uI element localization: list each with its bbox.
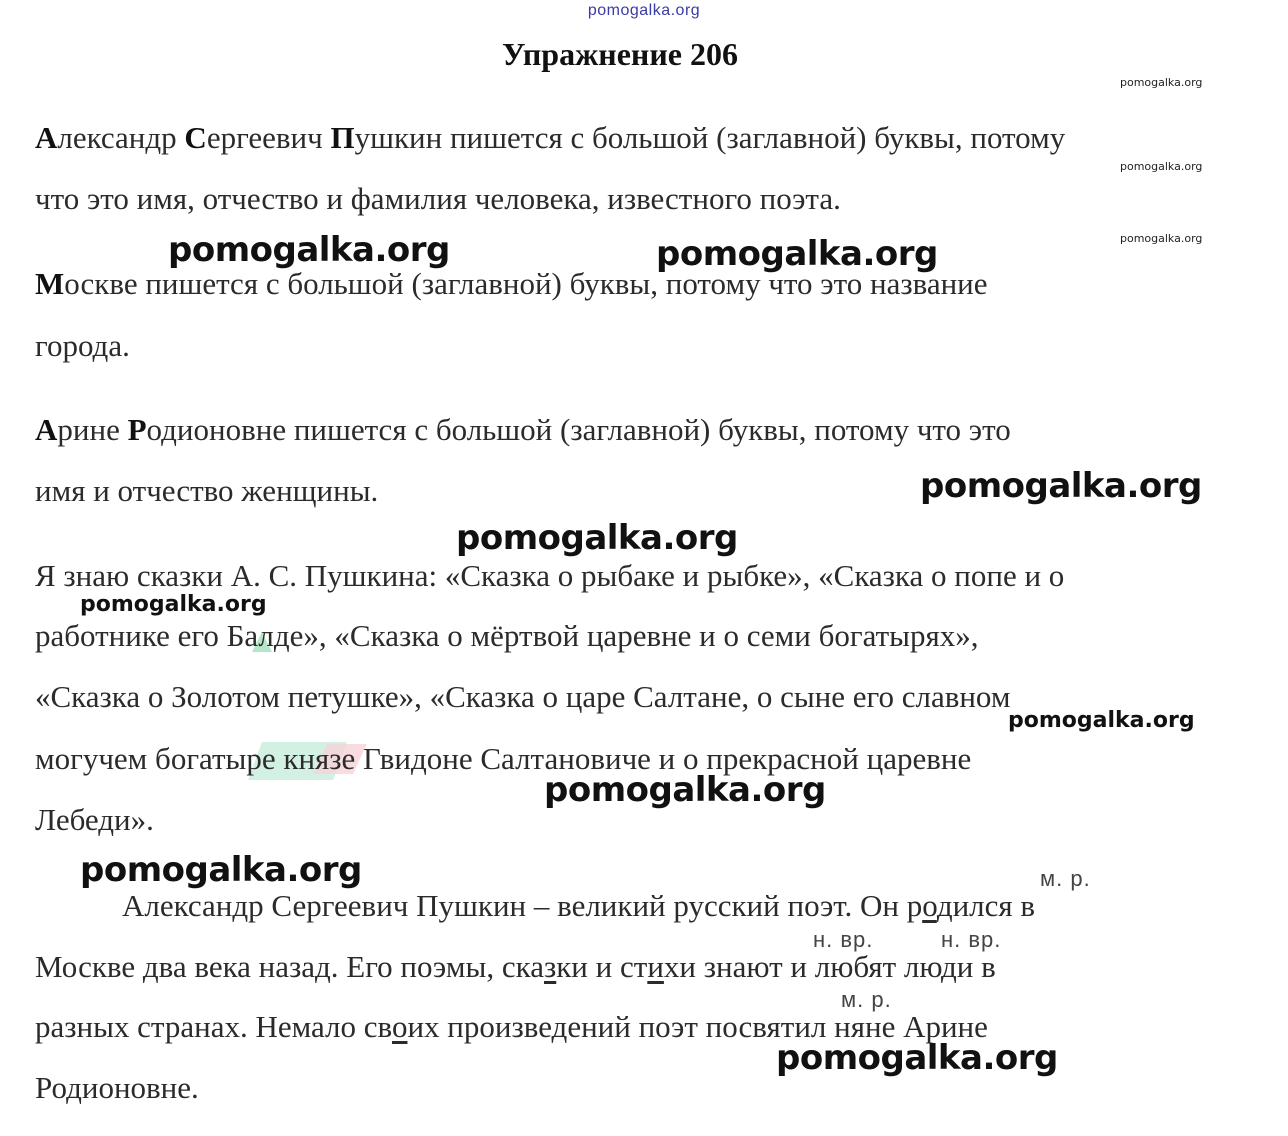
underlined-letter: и bbox=[647, 949, 664, 984]
paragraph-4-line-1: Я знаю сказки А. С. Пушкина: «Сказка о рыбаке и рыбке», «Сказка о попе и о bbox=[35, 558, 1065, 593]
capital-letter: М bbox=[35, 266, 65, 301]
underlined-letter: о bbox=[391, 1009, 408, 1044]
paragraph-5-line-4: Родионовне. bbox=[35, 1070, 199, 1105]
watermark: pomogalka.org bbox=[80, 592, 267, 617]
text: оскве пишется с большой (заглавной) буквы, потому что это название bbox=[64, 266, 988, 301]
grammar-annotation: н. вр. bbox=[813, 927, 874, 952]
page-title: Упражнение 206 bbox=[501, 36, 738, 72]
paragraph-1-line-1 bbox=[35, 120, 1065, 156]
text: их произведений поэт посвятил няне Арине bbox=[407, 1009, 988, 1044]
text: лександр bbox=[57, 120, 185, 155]
grammar-annotation: м. р. bbox=[1040, 866, 1091, 891]
capital-letter: А bbox=[35, 120, 58, 155]
capital-letter: П bbox=[330, 120, 355, 155]
capital-letter: Р bbox=[127, 412, 147, 447]
watermark: pomogalka.org bbox=[1120, 232, 1203, 245]
paragraph-3-line-1 bbox=[35, 412, 1011, 448]
watermark: pomogalka.org bbox=[656, 234, 938, 274]
paragraph-1-line-2: что это имя, отчество и фамилия человека, известного поэта. bbox=[35, 181, 841, 216]
underlined-letter: з bbox=[544, 949, 557, 984]
text: ергеевич bbox=[206, 120, 331, 155]
paragraph-2-line-2: города. bbox=[35, 328, 130, 363]
watermark: pomogalka.org bbox=[776, 1038, 1058, 1078]
watermark: pomogalka.org bbox=[456, 518, 738, 558]
capital-letter: С bbox=[184, 120, 207, 155]
watermark: pomogalka.org bbox=[1120, 76, 1203, 89]
watermark: pomogalka.org bbox=[1120, 160, 1203, 173]
grammar-annotation: м. р. bbox=[841, 987, 892, 1012]
underlined-letter: о bbox=[922, 888, 937, 923]
text: Александр Сергеевич Пушкин – великий русский поэт. Он р bbox=[122, 888, 923, 923]
text: дился в bbox=[936, 888, 1036, 923]
paragraph-4-line-5: Лебеди». bbox=[35, 802, 154, 837]
paragraph-5-line-2 bbox=[35, 949, 996, 985]
text: ушкин пишется с большой (заглавной) буквы, потому bbox=[354, 120, 1066, 155]
grammar-annotation: н. вр. bbox=[941, 927, 1002, 952]
text: рине bbox=[57, 412, 128, 447]
paragraph-5-line-1 bbox=[122, 888, 1035, 924]
watermark: pomogalka.org bbox=[80, 850, 362, 890]
paragraph-4-line-3: «Сказка о Золотом петушке», «Сказка о царе Салтане, о сыне его славном bbox=[35, 679, 1011, 714]
text: хи знают и любят люди в bbox=[663, 949, 996, 984]
text: ки и ст bbox=[556, 949, 648, 984]
paragraph-4-line-2: работнике его Балде», «Сказка о мёртвой царевне и о семи богатырях», bbox=[35, 618, 979, 653]
text: разных странах. Немало св bbox=[35, 1009, 392, 1044]
text: Москве два века назад. Его поэмы, ска bbox=[35, 949, 544, 984]
paragraph-4-line-4: могучем богатыре князе Гвидоне Салтановиче и о прекрасной царевне bbox=[35, 741, 972, 776]
watermark: pomogalka.org bbox=[920, 466, 1202, 506]
text: одионовне пишется с большой (заглавной) буквы, потому что это bbox=[146, 412, 1011, 447]
watermark: pomogalka.org bbox=[1008, 708, 1195, 733]
capital-letter: А bbox=[35, 412, 58, 447]
site-link-header[interactable]: pomogalka.org bbox=[587, 2, 701, 19]
watermark: pomogalka.org bbox=[544, 770, 826, 810]
watermark: pomogalka.org bbox=[168, 230, 450, 270]
paragraph-3-line-2: имя и отчество женщины. bbox=[35, 473, 379, 508]
